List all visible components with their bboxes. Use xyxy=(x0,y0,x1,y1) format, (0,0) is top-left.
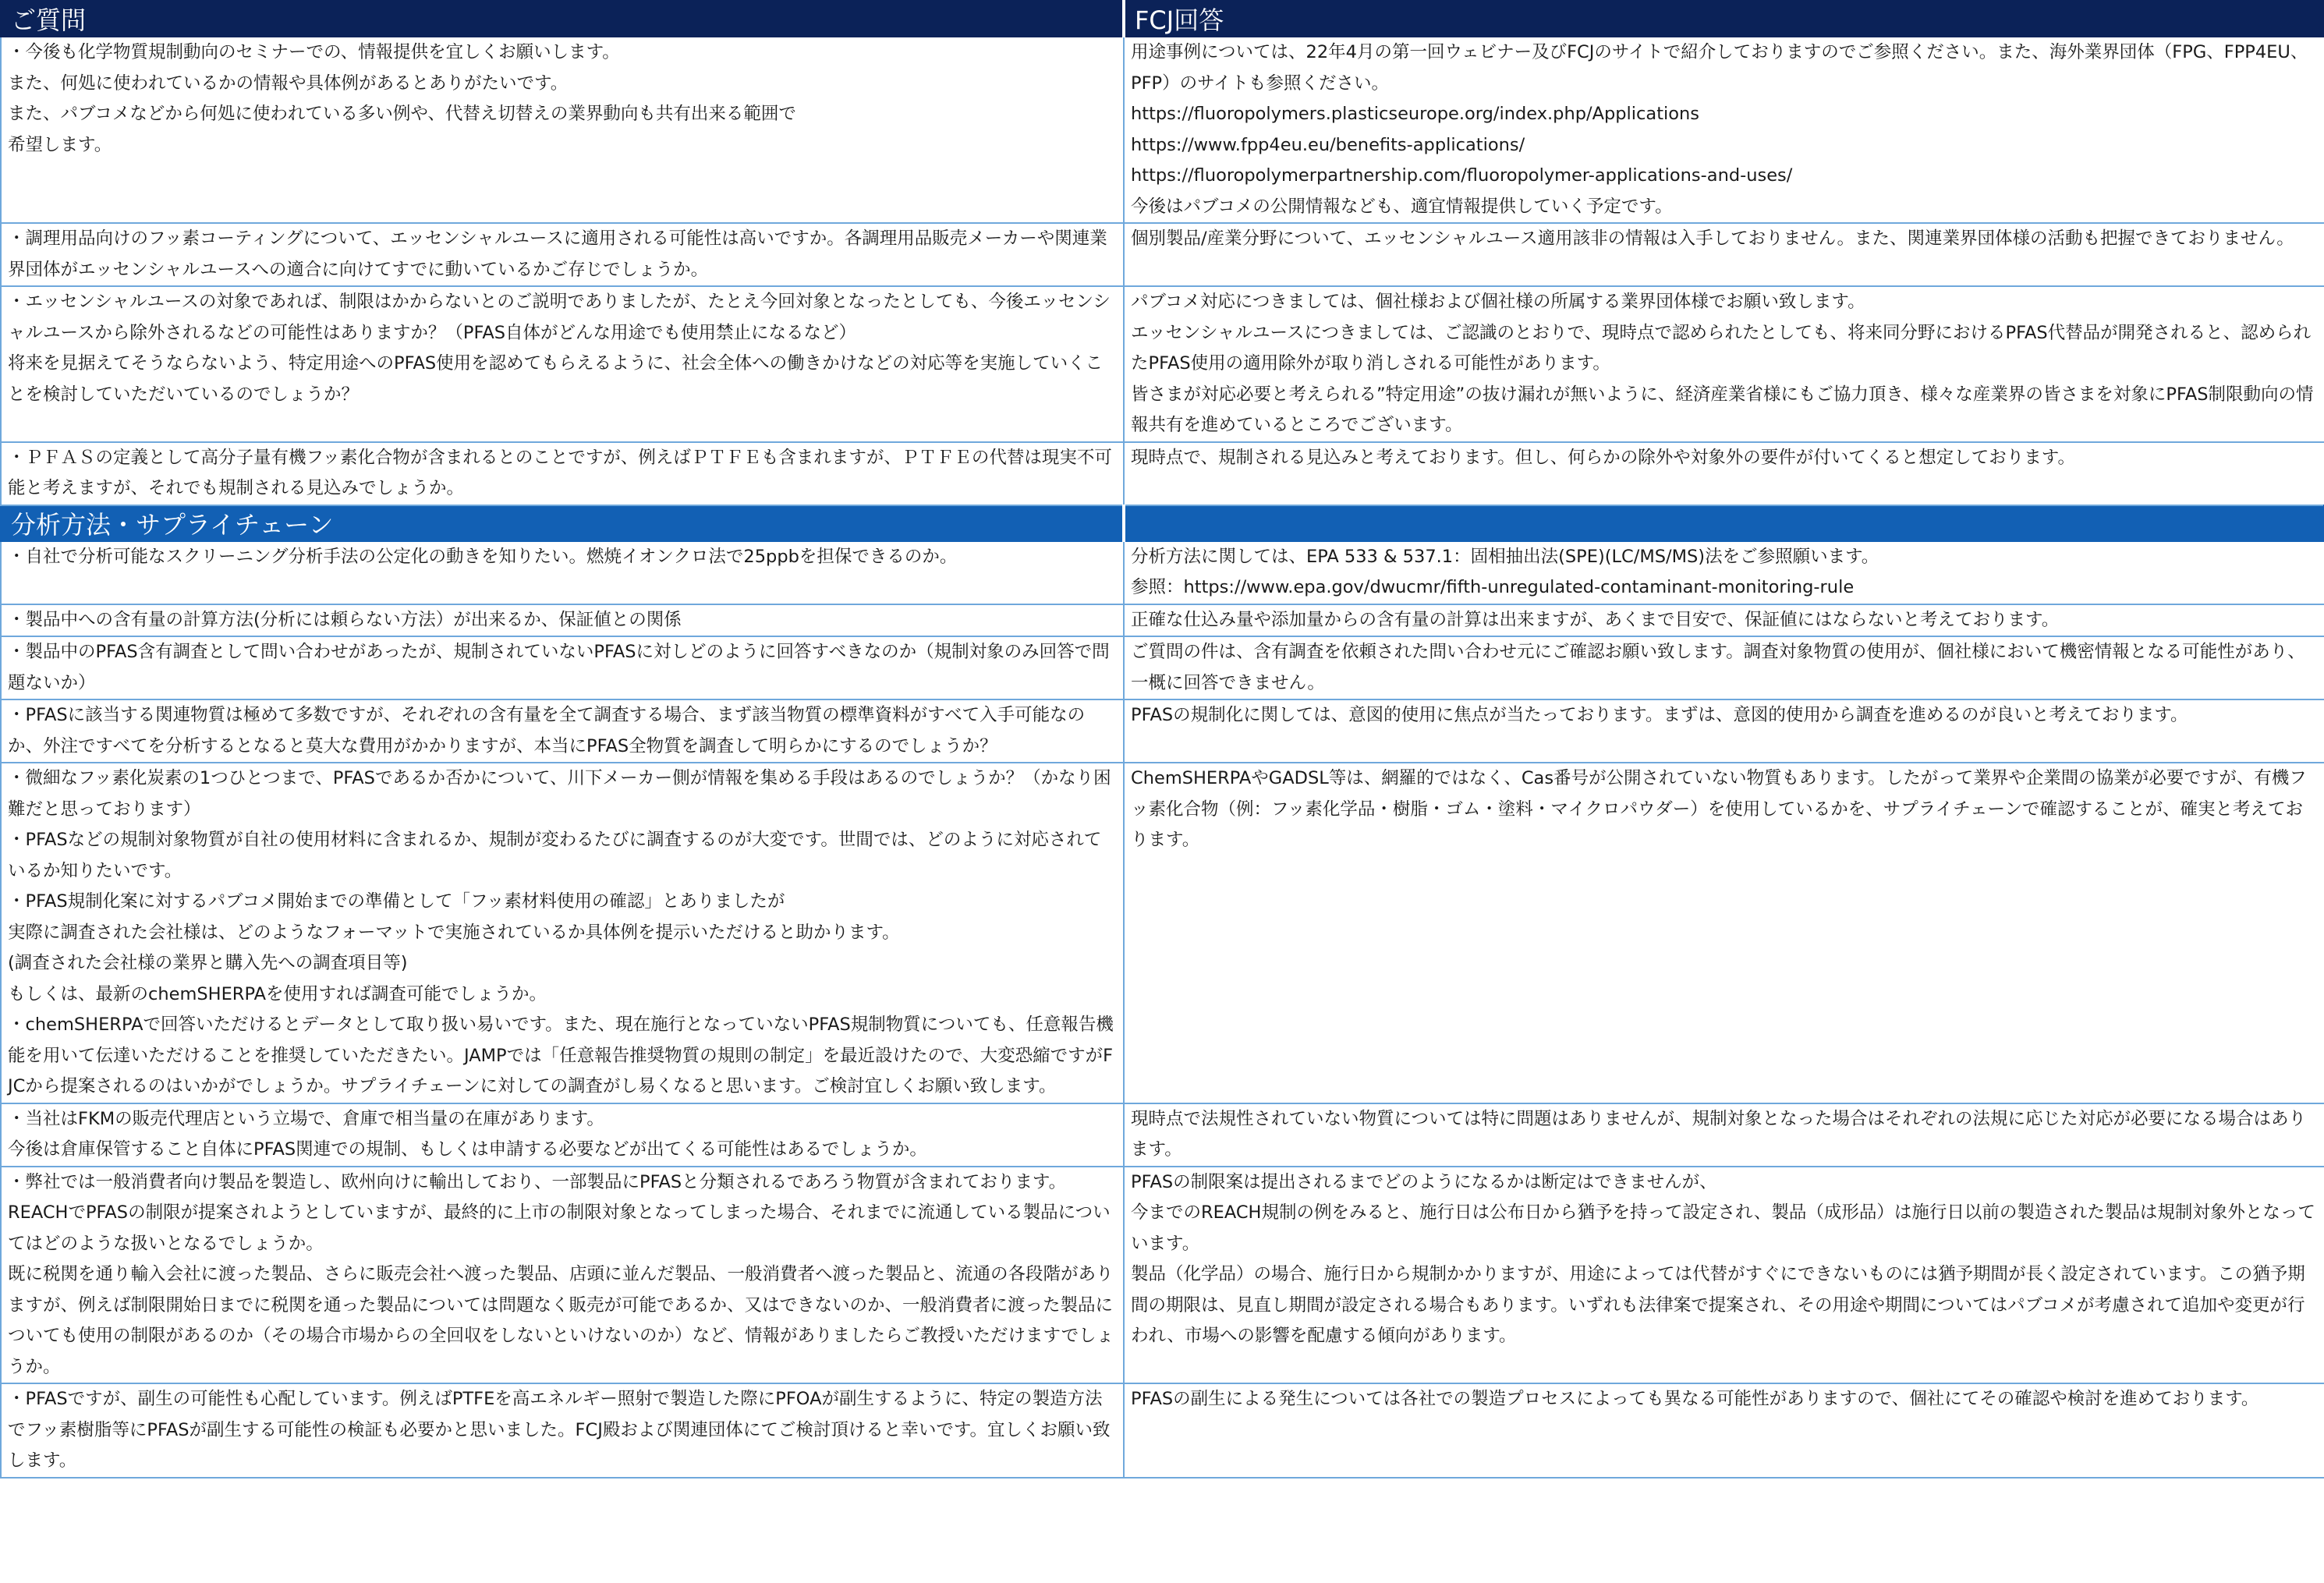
answer-cell: 分析方法に関しては、EPA 533 & 537.1：固相抽出法(SPE)(LC/MS/MS)法をご参照願います。 参照：https://www.epa.gov/dwucmr/fifth-unregulated-contaminant-monitoring-rule xyxy=(1124,541,2324,604)
answer-cell: 現時点で法規性されていない物質については特に問題はありませんが、規制対象となった場合はそれぞれの法規に応じた対応が必要になる場合はあります。 xyxy=(1124,1103,2324,1167)
qa-row xyxy=(1,286,2324,442)
question-cell: ・PFASに該当する関連物質は極めて多数ですが、それぞれの含有量を全て調査する場合、まず該当物質の標準資料がすべて入手可能なのか、外注ですべてを分析するとなると莫大な費用がかかりますが、本当にPFAS全物質を調査して明らかにするのでしょうか？ xyxy=(1,699,1124,763)
question-cell: ・ＰＦＡＳの定義として高分子量有機フッ素化合物が含まれるとのことですが、例えばＰＴＦＥも含まれますが、ＰＴＦＥの代替は現実不可能と考えますが、それでも規制される見込みでしょうか。 xyxy=(1,442,1124,505)
qa-row xyxy=(1,1103,2324,1167)
qa-row xyxy=(1,604,2324,637)
answer-cell: 用途事例については、22年4月の第一回ウェビナー及びFCJのサイトで紹介しておりますのでご参照ください。また、海外業界団体（FPG、FPP4EU、PFP）のサイトも参照ください。 https://fluoropolymers.plasticseurope.org/index.php/Applications https://www.fpp4eu.eu/benefits-applications/ https://fluoropolymerpartnership.com/fluoropolymer-applications-and-uses/ 今後はパブコメの公開情報なども、適宜情報提供していく予定です。 xyxy=(1124,37,2324,223)
qa-row xyxy=(1,1167,2324,1384)
table-header-row xyxy=(1,1,2324,37)
answer-cell: PFASの規制化に関しては、意図的使用に焦点が当たっております。まずは、意図的使用から調査を進めるのが良いと考えております。 xyxy=(1124,699,2324,763)
question-cell: ・当社はFKMの販売代理店という立場で、倉庫で相当量の在庫があります。 今後は倉庫保管すること自体にPFAS関連での規制、もしくは申請する必要などが出てくる可能性はあるでしょうか。 xyxy=(1,1103,1124,1167)
question-column-header: ご質問 xyxy=(1,1,1124,37)
section-title: 分析方法・サプライチェーン xyxy=(1,505,1124,541)
section-header-row xyxy=(1,505,2324,541)
qa-row xyxy=(1,699,2324,763)
section-header-blank xyxy=(1124,505,2324,541)
answer-cell: ご質問の件は、含有調査を依頼された問い合わせ元にご確認お願い致します。調査対象物質の使用が、個社様において機密情報となる可能性があり、一概に回答できません。 xyxy=(1124,636,2324,699)
answer-column-header: FCJ回答 xyxy=(1124,1,2324,37)
question-cell: ・弊社では一般消費者向け製品を製造し、欧州向けに輸出しており、一部製品にPFASと分類されるであろう物質が含まれております。 REACHでPFASの制限が提案されようとしていますが、最終的に上市の制限対象となってしまった場合、それまでに流通している製品についてはどのような扱いとなるでしょうか。 既に税関を通り輸入会社に渡った製品、さらに販売会社へ渡った製品、店頭に並んだ製品、一般消費者へ渡った製品と、流通の各段階がありますが、例えば制限開始日までに税関を通った製品については問題なく販売が可能であるか、又はできないのか、一般消費者に渡った製品についても使用の制限があるのか（その場合市場からの全回収をしないといけないのか）など、情報がありましたらご教授いただけますでしょうか。 xyxy=(1,1167,1124,1384)
question-cell: ・エッセンシャルユースの対象であれば、制限はかからないとのご説明でありましたが、たとえ今回対象となったとしても、今後エッセンシャルユースから除外されるなどの可能性はありますか？（PFAS自体がどんな用途でも使用禁止になるなど） 将来を見据えてそうならないよう、特定用途へのPFAS使用を認めてもらえるように、社会全体への働きかけなどの対応等を実施していくことを検討していただいているのでしょうか？ xyxy=(1,286,1124,442)
qa-table-body xyxy=(1,1,2324,1478)
question-cell: ・自社で分析可能なスクリーニング分析手法の公定化の動きを知りたい。燃焼イオンクロ法で25ppbを担保できるのか。 xyxy=(1,541,1124,604)
question-cell: ・調理用品向けのフッ素コーティングについて、エッセンシャルユースに適用される可能性は高いですか。各調理用品販売メーカーや関連業界団体がエッセンシャルユースへの適合に向けてすでに動いているかご存じでしょうか。 xyxy=(1,223,1124,286)
qa-row xyxy=(1,541,2324,604)
question-cell: ・微細なフッ素化炭素の1つひとつまで、PFASであるか否かについて、川下メーカー側が情報を集める手段はあるのでしょうか？（かなり困難だと思っております） ・PFASなどの規制対象物質が自社の使用材料に含まれるか、規制が変わるたびに調査するのが大変です。世間では、どのように対応されているか知りたいです。 ・PFAS規制化案に対するパブコメ開始までの準備として「フッ素材料使用の確認」とありましたが 実際に調査された会社様は、どのようなフォーマットで実施されているか具体例を提示いただけると助かります。 (調査された会社様の業界と購入先への調査項目等) もしくは、最新のchemSHERPAを使用すれば調査可能でしょうか。 ・chemSHERPAで回答いただけるとデータとして取り扱い易いです。また、現在施行となっていないPFAS規制物質についても、任意報告機能を用いて伝達いただけることを推奨していただきたい。JAMPでは「任意報告推奨物質の規則の制定」を最近設けたので、大変恐縮ですがFJCから提案されるのはいかがでしょうか。サプライチェーンに対しての調査がし易くなると思います。ご検討宜しくお願い致します。 xyxy=(1,763,1124,1103)
question-cell: ・PFASですが、副生の可能性も心配しています。例えばPTFEを高エネルギー照射で製造した際にPFOAが副生するように、特定の製造方法でフッ素樹脂等にPFASが副生する可能性の検証も必要かと思いました。FCJ殿および関連団体にてご検討頂けると幸いです。宜しくお願い致します。 xyxy=(1,1383,1124,1478)
qa-row xyxy=(1,763,2324,1103)
qa-row xyxy=(1,1383,2324,1478)
answer-cell: 現時点で、規制される見込みと考えております。但し、何らかの除外や対象外の要件が付いてくると想定しております。 xyxy=(1124,442,2324,505)
answer-cell: パブコメ対応につきましては、個社様および個社様の所属する業界団体様でお願い致します。 エッセンシャルユースにつきましては、ご認識のとおりで、現時点で認められたとしても、将来同分野におけるPFAS代替品が開発されると、認められたPFAS使用の適用除外が取り消しされる可能性があります。 皆さまが対応必要と考えられる”特定用途”の抜け漏れが無いように、経済産業省様にもご協力頂き、様々な産業界の皆さまを対象にPFAS制限動向の情報共有を進めているところでございます。 xyxy=(1124,286,2324,442)
answer-cell: 個別製品/産業分野について、エッセンシャルユース適用該非の情報は入手しておりません。また、関連業界団体様の活動も把握できておりません。 xyxy=(1124,223,2324,286)
question-cell: ・製品中への含有量の計算方法(分析には頼らない方法）が出来るか、保証値との関係 xyxy=(1,604,1124,637)
answer-cell: ChemSHERPAやGADSL等は、網羅的ではなく、Cas番号が公開されていない物質もあります。したがって業界や企業間の協業が必要ですが、有機フッ素化合物（例：フッ素化学品・樹脂・ゴム・塗料・マイクロパウダー）を使用しているかを、サプライチェーンで確認することが、確実と考えております。 xyxy=(1124,763,2324,1103)
answer-cell: 正確な仕込み量や添加量からの含有量の計算は出来ますが、あくまで目安で、保証値にはならないと考えております。 xyxy=(1124,604,2324,637)
answer-cell: PFASの制限案は提出されるまでどのようになるかは断定はできませんが、 今までのREACH規制の例をみると、施行日は公布日から猶予を持って設定され、製品（成形品）は施行日以前の製造された製品は規制対象外となっています。 製品（化学品）の場合、施行日から規制かかりますが、用途によっては代替がすぐにできないものには猶予期間が長く設定されています。この猶予期間の期限は、見直し期間が設定される場合もあります。いずれも法律案で提案され、その用途や期間についてはパブコメが考慮されて追加や変更が行われ、市場への影響を配慮する傾向があります。 xyxy=(1124,1167,2324,1384)
qa-row xyxy=(1,442,2324,505)
qa-row xyxy=(1,37,2324,223)
answer-cell: PFASの副生による発生については各社での製造プロセスによっても異なる可能性がありますので、個社にてその確認や検討を進めております。 xyxy=(1124,1383,2324,1478)
qa-row xyxy=(1,223,2324,286)
question-cell: ・今後も化学物質規制動向のセミナーでの、情報提供を宜しくお願いします。 また、何処に使われているかの情報や具体例があるとありがたいです。 また、パブコメなどから何処に使われている多い例や、代替え切替えの業界動向も共有出来る範囲で 希望します。 xyxy=(1,37,1124,223)
qa-row xyxy=(1,636,2324,699)
question-cell: ・製品中のPFAS含有調査として問い合わせがあったが、規制されていないPFASに対しどのように回答すべきなのか（規制対象のみ回答で問題ないか） xyxy=(1,636,1124,699)
